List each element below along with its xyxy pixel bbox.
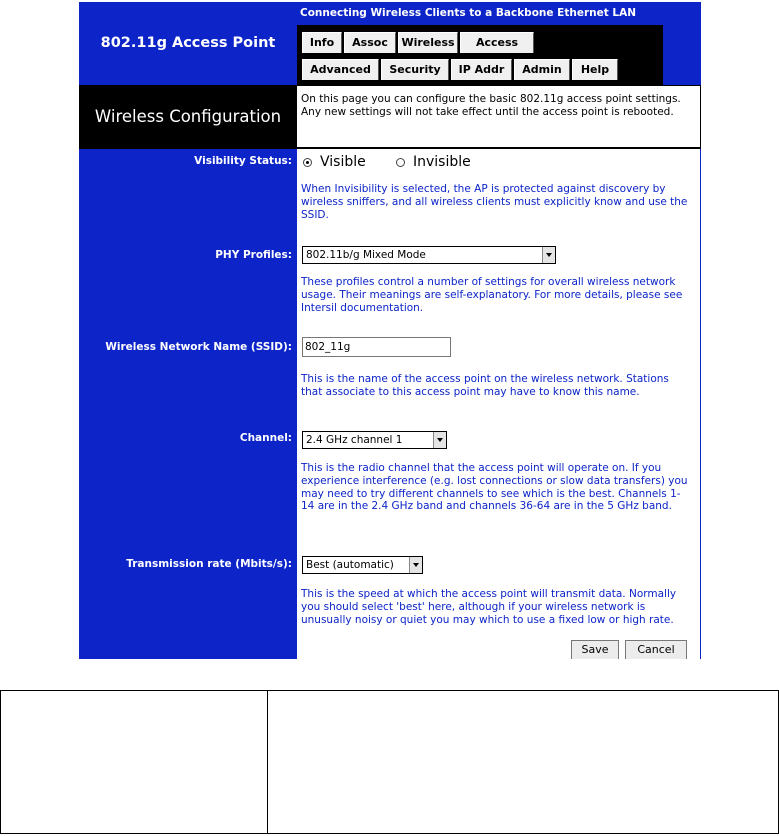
tx-rate-help: This is the speed at which the access point will transmit data. Normally you should select 'best' here, although if your wireless network is unusually noisy or quiet you may which to use a fixed low or high rate. (301, 588, 677, 626)
radio-checked-icon (303, 158, 312, 167)
visible-radio-label: Visible (320, 154, 366, 170)
cancel-button[interactable]: Cancel (625, 640, 687, 659)
visibility-label: Visibility Status: (194, 155, 292, 167)
tab-help[interactable]: Help (572, 59, 618, 80)
phy-profiles-label: PHY Profiles: (215, 249, 292, 261)
empty-table (0, 690, 779, 834)
ssid-help: This is the name of the access point on the wireless network. Stations that associate to this access point may have to know this name. (301, 373, 669, 398)
channel-help: This is the radio channel that the access point will operate on. If you experience interference (e.g. lost connections or slow data transfers) you may need to try different channels to see which is the best. Channels 1-14 are in the 2.4 GHz band and channels 36-64 are in the 5 GHz band. (301, 462, 688, 513)
phy-profile-select[interactable] (302, 246, 556, 264)
tab-advanced[interactable]: Advanced (302, 59, 379, 80)
phy-profile-value: 802.11b/g Mixed Mode (306, 249, 426, 261)
header-nav (297, 2, 701, 85)
tab-wireless[interactable]: Wireless (398, 32, 458, 53)
invisible-radio[interactable] (396, 154, 471, 170)
radio-unchecked-icon (396, 158, 405, 167)
tx-rate-label: Transmission rate (Mbits/s): (126, 558, 292, 570)
visible-radio[interactable] (303, 154, 366, 170)
section-header (79, 85, 701, 149)
form-panel (297, 149, 700, 659)
phy-profile-help: These profiles control a number of settings for overall wireless network usage. Their meanings are self-explanatory. For more details, please see Intersil documentation. (301, 276, 683, 314)
table-cell (1, 691, 268, 833)
tab-admin[interactable]: Admin (514, 59, 570, 80)
tab-access[interactable]: Access (460, 32, 534, 53)
channel-label: Channel: (239, 432, 292, 444)
visibility-help: When Invisibility is selected, the AP is protected against discovery by wireless sniffers, and all wireless clients must explicitly know and use the SSID. (301, 183, 688, 221)
tab-info[interactable]: Info (302, 32, 342, 53)
channel-select[interactable] (302, 431, 447, 449)
section-title: Wireless Configuration (94, 107, 282, 126)
invisible-radio-label: Invisible (413, 154, 471, 170)
section-description: On this page you can configure the basic 802.11g access point settings. Any new settings will not take effect until the access point is rebooted. (297, 86, 700, 147)
tx-rate-value: Best (automatic) (306, 559, 394, 571)
table-cell (268, 691, 778, 833)
product-title: 802.11g Access Point (79, 2, 297, 85)
tab-bar (297, 25, 663, 85)
channel-value: 2.4 GHz channel 1 (306, 434, 403, 446)
chevron-down-icon (433, 432, 446, 448)
access-point-config-page (79, 2, 701, 659)
page-subtitle: Connecting Wireless Clients to a Backbone Ethernet LAN (297, 2, 701, 25)
chevron-down-icon (542, 247, 555, 263)
ssid-input[interactable] (302, 337, 451, 357)
tab-assoc[interactable]: Assoc (344, 32, 396, 53)
tab-ip-addr[interactable]: IP Addr (451, 59, 512, 80)
tab-security[interactable]: Security (381, 59, 449, 80)
ssid-label: Wireless Network Name (SSID): (105, 341, 292, 353)
save-button[interactable]: Save (571, 640, 619, 659)
chevron-down-icon (409, 557, 422, 573)
tx-rate-select[interactable] (302, 556, 423, 574)
